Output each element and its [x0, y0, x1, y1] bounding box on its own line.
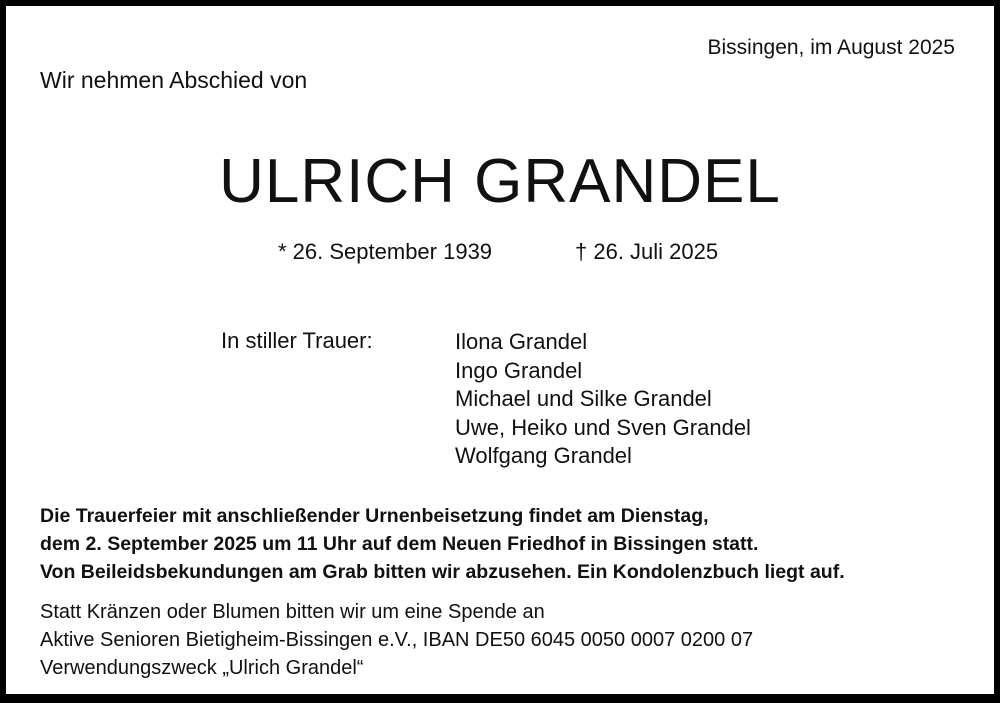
ceremony-line: Von Beileidsbekundungen am Grab bitten wir abzusehen. Ein Kondolenzbuch liegt auf. [40, 561, 845, 583]
intro-text: Wir nehmen Abschied von [40, 67, 308, 93]
donation-line: Statt Kränzen oder Blumen bitten wir um eine Spende an [40, 601, 545, 623]
mourner-name: Michael und Silke Grandel [455, 386, 712, 411]
birth-date: * 26. September 1939 [278, 239, 493, 264]
mourner-name: Wolfgang Grandel [455, 443, 632, 468]
place-date: Bissingen, im August 2025 [707, 36, 955, 59]
mourning-label: In stiller Trauer: [221, 328, 373, 353]
ceremony-line: Die Trauerfeier mit anschließender Urnenbeisetzung findet am Dienstag, [40, 505, 709, 527]
ceremony-info [40, 502, 845, 586]
ceremony-line: dem 2. September 2025 um 11 Uhr auf dem Neuen Friedhof in Bissingen statt. [40, 533, 759, 555]
donation-line: Verwendungszweck „Ulrich Grandel“ [40, 657, 364, 679]
deceased-name: ULRICH GRANDEL [219, 147, 781, 216]
donation-info [40, 598, 753, 682]
mourner-name: Uwe, Heiko und Sven Grandel [455, 414, 751, 440]
mourner-name: Ingo Grandel [455, 357, 583, 383]
mourners-list [455, 328, 751, 471]
mourner-name: Ilona Grandel [455, 329, 588, 354]
obituary-notice [6, 6, 994, 694]
donation-line: Aktive Senioren Bietigheim-Bissingen e.V., IBAN DE50 6045 0050 0007 0200 07 [40, 629, 754, 651]
death-date: † 26. Juli 2025 [575, 239, 719, 264]
